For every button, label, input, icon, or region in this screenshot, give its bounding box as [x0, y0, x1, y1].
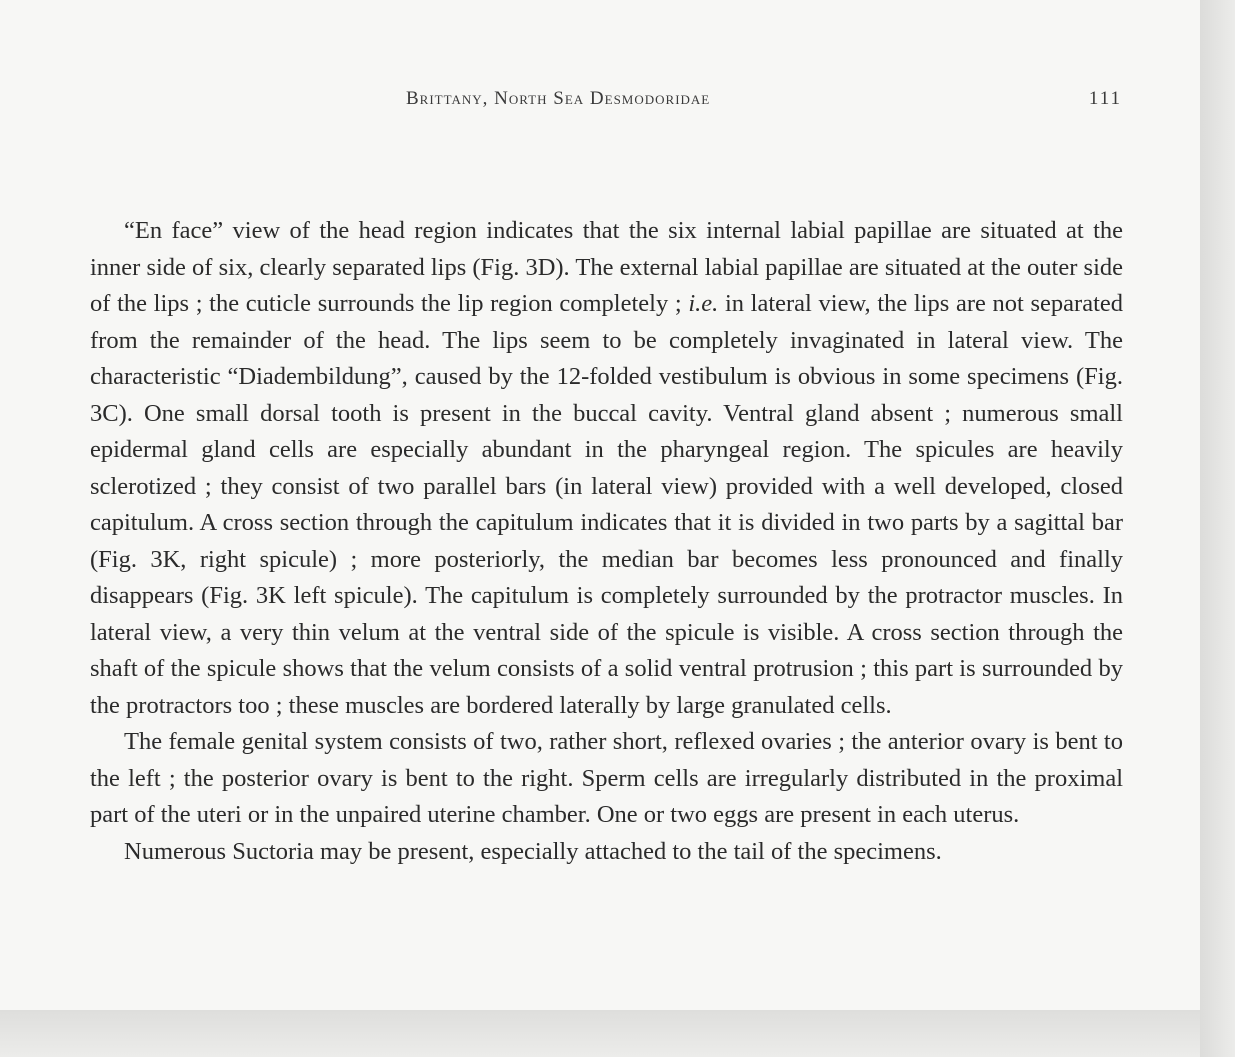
running-title: Brittany, North Sea Desmodoridae	[406, 88, 711, 109]
page-edge-bottom	[0, 1010, 1200, 1057]
paragraph-segment: The female genital system consists of two, rather short, reflexed ovaries ; the anterior ovary is bent to the left ; the posterior ovary is bent to the right. Sperm cells are irregularly distributed in the proximal part of the uteri or in the unpaired uterine chamber. One or two eggs are present in each uterus.	[90, 728, 1123, 828]
paragraph-segment: in lateral view, the lips are not separated from the remainder of the head. The lips seem to be completely invaginated in lateral view. The characteristic “Diadembildung”, caused by the 12-folded vestibulum is obvious in some specimens (Fig. 3C). One small dorsal tooth is present in the buccal cavity. Ventral gland absent ; numerous small epidermal gland cells are especially abundant in the pharyngeal region. The spicules are heavily sclerotized ; they consist of two parallel bars (in lateral view) provided with a well developed, closed capitulum. A cross section through the capitulum indicates that it is divided in two parts by a sagittal bar (Fig. 3K, right spicule) ; more posteriorly, the median bar becomes less pronounced and finally disappears (Fig. 3K left spicule). The capitulum is completely surrounded by the protractor muscles. In lateral view, a very thin velum at the ventral side of the spicule is visible. A cross section through the shaft of the spicule shows that the velum consists of a solid ventral protrusion ; this part is surrounded by the protractors too ; these muscles are bordered laterally by large granulated cells.	[90, 290, 1123, 719]
page-edge-right	[1200, 0, 1235, 1057]
page-number: 111	[1088, 88, 1122, 109]
paragraph-suctoria	[90, 834, 1123, 871]
paragraph-segment: Numerous Suctoria may be present, especially attached to the tail of the specimens.	[124, 837, 942, 865]
paragraph-female-genital-system	[90, 724, 1123, 834]
running-head	[90, 88, 1122, 118]
body-text	[90, 213, 1123, 870]
paragraph-segment: “En face” view of the head region indicates that the six internal labial papillae are situated at the inner side of six, clearly separated lips (Fig. 3D). The external labial papillae are situated at the outer side of the lips ; the cuticle surrounds the lip region completely ;	[90, 217, 1123, 317]
paragraph-head-morphology	[90, 213, 1123, 724]
paragraph-segment-italic: i.e.	[688, 290, 719, 317]
